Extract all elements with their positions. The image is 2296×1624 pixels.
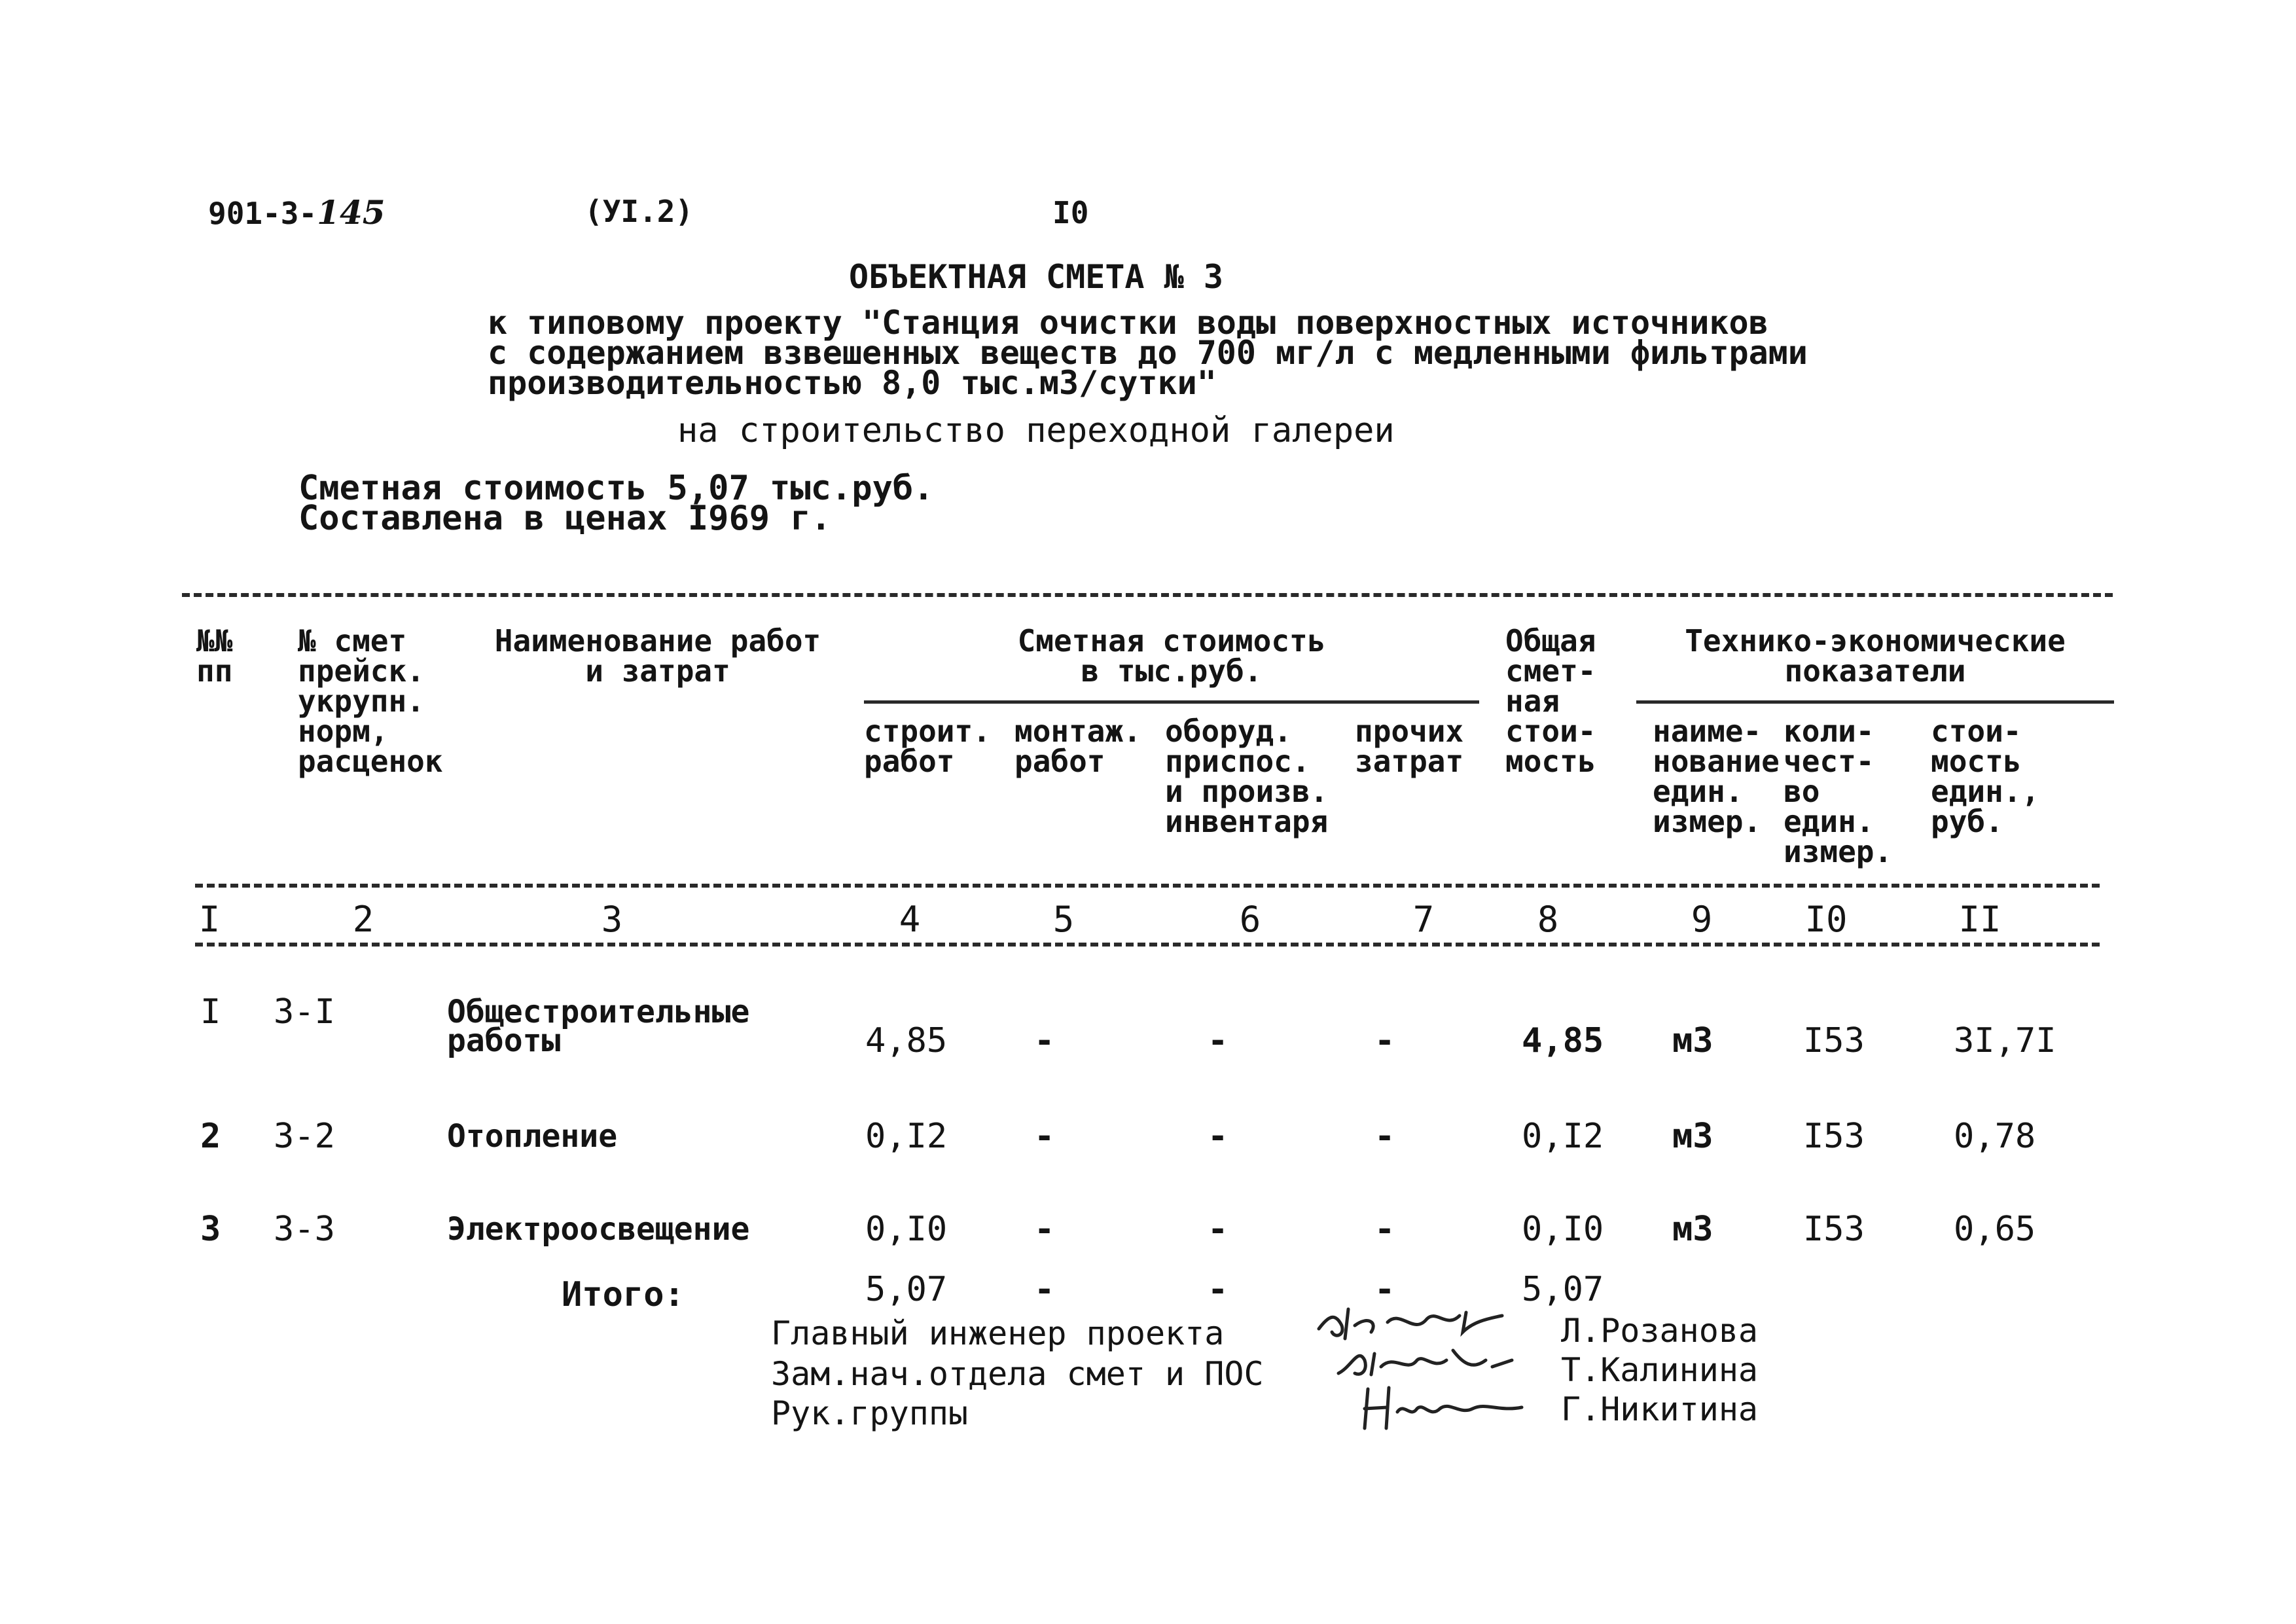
document-title: ОБЪЕКТНАЯ СМЕТА № 3 <box>849 258 1223 296</box>
purpose-line: на строительство переходной галереи <box>677 411 1395 450</box>
column-number: II <box>1958 899 2001 940</box>
total-label: Итого: <box>562 1275 685 1314</box>
row-estimate-code: 3-2 <box>274 1117 335 1156</box>
subtitle-line-2: с содержанием взвешенных веществ до 700 мг/л с медленными фильтрами <box>488 334 1808 372</box>
header-estimate-code: № смет прейск. укрупн. норм, расценок <box>298 623 443 779</box>
total-equipment-cost: - <box>1208 1270 1229 1309</box>
signature-name: Т.Калинина <box>1561 1351 1759 1389</box>
header-bottom-rule <box>195 884 2100 888</box>
row-installation-cost: - <box>1034 1021 1055 1060</box>
row-unit-name: м3 <box>1672 1117 1713 1156</box>
total-other-cost: - <box>1374 1270 1395 1309</box>
table-top-rule <box>182 593 2113 597</box>
row-work-name: Электроосвещение <box>447 1211 750 1248</box>
row-unit-quantity: I53 <box>1803 1021 1865 1060</box>
signature-name: Л.Розанова <box>1561 1312 1759 1350</box>
signature-name: Г.Никитина <box>1561 1390 1759 1428</box>
row-equipment-cost: - <box>1208 1021 1229 1060</box>
document-code-handwritten: 145 <box>317 193 386 232</box>
subtitle-line-1: к типовому проекту "Станция очистки воды поверхностных источников <box>488 304 1768 342</box>
row-equipment-cost: - <box>1208 1117 1229 1156</box>
row-estimate-code: 3-I <box>274 992 335 1032</box>
row-construction-cost: 0,I0 <box>865 1210 948 1249</box>
document-code <box>208 193 386 232</box>
row-other-cost: - <box>1374 1117 1395 1156</box>
column-number: 9 <box>1691 899 1713 940</box>
column-numbers-rule <box>195 943 2100 947</box>
header-work-name: Наименование работ и затрат <box>494 623 821 689</box>
row-number: 3 <box>200 1210 221 1249</box>
header-cost-group: Сметная стоимость в тыс.руб. <box>1017 623 1326 689</box>
header-unit-name: наиме- нование един. измер. <box>1653 713 1780 839</box>
row-number: 2 <box>200 1117 221 1156</box>
row-unit-quantity: I53 <box>1803 1117 1865 1156</box>
prices-year: Составлена в ценах I969 г. <box>298 499 831 538</box>
column-number: 4 <box>899 899 921 940</box>
header-unit-quantity: коли- чест- во един. измер. <box>1784 713 1893 869</box>
cost-group-rule <box>864 700 1479 704</box>
header-unit-cost: стои- мость един., руб. <box>1931 713 2040 839</box>
row-work-name: Отопление <box>447 1118 618 1155</box>
row-unit-cost: 0,78 <box>1954 1117 2036 1156</box>
row-total-cost: 0,I0 <box>1522 1210 1604 1249</box>
column-number: I <box>198 899 221 940</box>
column-number: 5 <box>1052 899 1075 940</box>
tech-group-rule <box>1636 700 2114 704</box>
header-other: прочих затрат <box>1355 713 1464 779</box>
row-construction-cost: 0,I2 <box>865 1117 948 1156</box>
row-equipment-cost: - <box>1208 1210 1229 1249</box>
header-equipment: оборуд. приспос. и произв. инвентаря <box>1165 713 1329 839</box>
row-number: I <box>200 992 221 1032</box>
column-number: I0 <box>1804 899 1848 940</box>
header-total-cost: Общая смет- ная стои- мость <box>1505 623 1596 779</box>
row-unit-name: м3 <box>1672 1210 1713 1249</box>
column-number: 7 <box>1412 899 1435 940</box>
total-installation-cost: - <box>1034 1270 1055 1309</box>
signature-role: Зам.нач.отдела смет и ПОС <box>771 1355 1264 1393</box>
document-code-printed: 901-3- <box>208 196 317 231</box>
row-other-cost: - <box>1374 1021 1395 1060</box>
row-installation-cost: - <box>1034 1210 1055 1249</box>
row-construction-cost: 4,85 <box>865 1021 948 1060</box>
row-total-cost: 0,I2 <box>1522 1117 1604 1156</box>
row-total-cost: 4,85 <box>1522 1021 1604 1060</box>
subtitle-line-3: производительностью 8,0 тыс.м3/сутки" <box>488 364 1217 402</box>
header-tech-group: Технико-экономические показатели <box>1685 623 2066 689</box>
column-number: 2 <box>352 899 374 940</box>
row-other-cost: - <box>1374 1210 1395 1249</box>
row-estimate-code: 3-3 <box>274 1210 335 1249</box>
row-unit-cost: 3I,7I <box>1954 1021 2056 1060</box>
total-construction-cost: 5,07 <box>865 1270 948 1309</box>
section-code: (УI.2) <box>584 194 694 229</box>
handwritten-signature <box>1335 1341 1518 1386</box>
page-number: I0 <box>1052 195 1089 230</box>
row-unit-quantity: I53 <box>1803 1210 1865 1249</box>
row-installation-cost: - <box>1034 1117 1055 1156</box>
signature-role: Главный инженер проекта <box>771 1314 1225 1352</box>
total-cost: 5,07 <box>1522 1270 1604 1309</box>
row-work-name: Общестроительные работы <box>447 994 750 1059</box>
estimated-cost: Сметная стоимость 5,07 тыс.руб. <box>298 469 934 508</box>
column-number: 8 <box>1537 899 1559 940</box>
header-construction: строит. работ <box>864 713 991 779</box>
header-row-number: №№ пп <box>196 623 233 689</box>
header-installation: монтаж. работ <box>1014 713 1141 779</box>
handwritten-signature <box>1361 1382 1532 1435</box>
row-unit-cost: 0,65 <box>1954 1210 2036 1249</box>
column-number: 6 <box>1239 899 1261 940</box>
column-number: 3 <box>601 899 623 940</box>
row-unit-name: м3 <box>1672 1021 1713 1060</box>
signature-role: Рук.группы <box>771 1394 969 1432</box>
